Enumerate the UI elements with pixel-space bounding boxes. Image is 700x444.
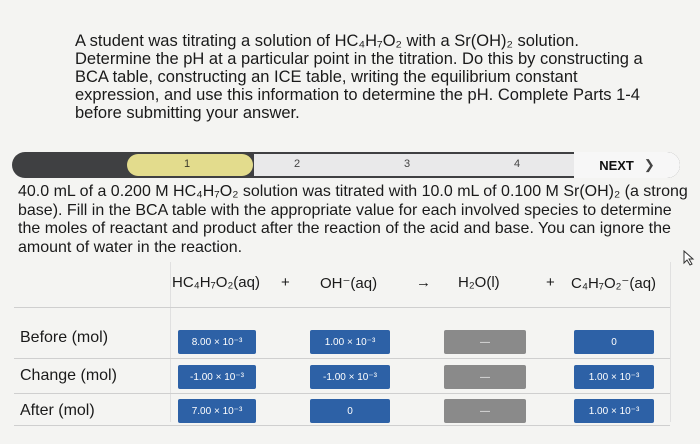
- step-4[interactable]: 4: [514, 158, 521, 170]
- task-instructions: 40.0 mL of a 0.200 M HC₄H₇O₂ solution was titrated with 10.0 mL of 0.100 M Sr(OH)₂ (a strong base). Fill in the BCA table with the appropriate value for each involved species to determine the moles of reactant and product after the reaction of the acid and base. You can ignore the amount of water in the reaction.: [18, 183, 688, 256]
- grid-line: [670, 262, 671, 422]
- plus-sign: +: [546, 274, 555, 291]
- row-label-before: Before (mol): [20, 329, 109, 346]
- chevron-right-icon: ❯: [643, 157, 655, 172]
- row-divider: [14, 425, 670, 426]
- grid-line: [170, 262, 171, 422]
- reaction-arrow: →: [416, 274, 431, 291]
- after-conjugate-base-cell[interactable]: 1.00 × 10⁻³: [574, 399, 654, 423]
- row-divider: [14, 358, 670, 359]
- step-1[interactable]: 1: [184, 158, 191, 170]
- species-header-acid: HC₄H₇O₂(aq): [172, 274, 260, 291]
- row-divider: [14, 393, 670, 394]
- after-hydroxide-cell[interactable]: 0: [310, 399, 390, 423]
- row-divider: [14, 307, 670, 308]
- change-acid-cell[interactable]: -1.00 × 10⁻³: [178, 365, 256, 389]
- before-conjugate-base-cell[interactable]: 0: [574, 330, 654, 354]
- row-label-after: After (mol): [20, 402, 95, 419]
- next-button[interactable]: [574, 152, 680, 178]
- after-water-cell: —: [444, 399, 526, 423]
- before-water-cell: —: [444, 330, 526, 354]
- step-3[interactable]: 3: [404, 158, 411, 170]
- species-header-conjugate-base: C₄H₇O₂⁻(aq): [571, 275, 657, 292]
- next-button-label: NEXT: [599, 157, 634, 173]
- step-2[interactable]: 2: [294, 158, 301, 170]
- mouse-cursor-icon: [682, 250, 696, 266]
- change-water-cell: —: [444, 365, 526, 389]
- change-conjugate-base-cell[interactable]: 1.00 × 10⁻³: [574, 365, 654, 389]
- step-track: [254, 154, 574, 176]
- before-hydroxide-cell[interactable]: 1.00 × 10⁻³: [310, 330, 390, 354]
- question-intro: A student was titrating a solution of HC₄H₇O₂ with a Sr(OH)₂ solution. Determine the pH at a particular point in the titration. Do this by constructing a BCA table, constructing an ICE table, writing the equilibrium constant expression, and use this information to determine the pH. Complete Parts 1-4 before submitting your answer.: [75, 32, 643, 122]
- change-hydroxide-cell[interactable]: -1.00 × 10⁻³: [310, 365, 390, 389]
- plus-sign: +: [281, 274, 290, 291]
- species-header-water: H₂O(l): [458, 274, 500, 291]
- row-label-change: Change (mol): [20, 367, 117, 384]
- bca-table: [0, 262, 700, 444]
- after-acid-cell[interactable]: 7.00 × 10⁻³: [178, 399, 256, 423]
- step-progress-bar: [12, 152, 680, 178]
- species-header-hydroxide: OH⁻(aq): [320, 275, 378, 292]
- before-acid-cell[interactable]: 8.00 × 10⁻³: [178, 330, 256, 354]
